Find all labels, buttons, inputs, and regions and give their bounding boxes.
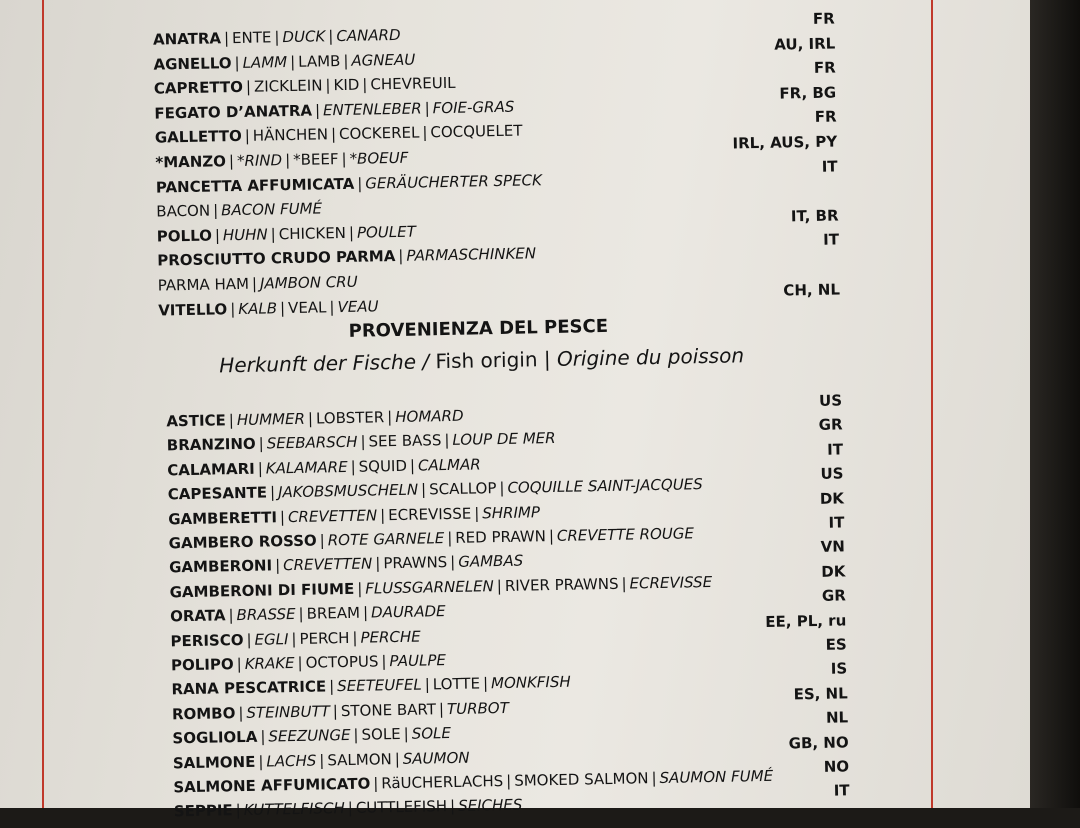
fish-row	[166, 407, 464, 435]
item-translation: ROTE GARNELE	[327, 529, 445, 550]
separator: |	[330, 125, 337, 144]
item-translation: SHRIMP	[482, 502, 541, 522]
item-translation: SOLE	[361, 725, 401, 744]
item-name-it: AGNELLO	[153, 53, 232, 74]
item-translation: RED PRAWN	[455, 527, 547, 547]
separator: |	[257, 459, 263, 478]
item-translation: TURBOT	[446, 698, 509, 718]
item-translation: RäUCHERLACHS	[381, 772, 504, 793]
item-translation: ENTE	[231, 28, 272, 48]
item-translation: *BEEF	[292, 150, 339, 169]
item-name-it: PARMA HAM	[157, 274, 250, 295]
item-translation: LOBSTER	[315, 408, 385, 428]
item-translation: CANARD	[336, 25, 401, 46]
separator: |	[341, 149, 347, 168]
fish-row	[170, 602, 446, 629]
separator: |	[420, 480, 427, 499]
separator: |	[357, 174, 363, 193]
origin-code: NL	[825, 708, 849, 727]
item-translation: CALMAR	[417, 455, 481, 475]
separator: |	[269, 483, 276, 502]
separator: |	[350, 457, 356, 476]
item-translation: LAMB	[297, 51, 341, 71]
origin-code: NO	[823, 757, 850, 776]
origin-code: IT	[822, 230, 840, 250]
origin-code: IT	[828, 513, 845, 532]
separator: |	[357, 579, 363, 598]
item-translation: HOMARD	[395, 406, 464, 427]
separator: |	[212, 201, 219, 220]
separator: |	[214, 226, 221, 245]
item-translation: KALAMARE	[265, 457, 348, 478]
separator: |	[274, 28, 280, 47]
meat-row	[157, 222, 416, 249]
item-translation: LAMM	[242, 52, 288, 72]
origin-code: FR	[812, 9, 835, 28]
item-name-it: BRANZINO	[166, 435, 256, 455]
separator: |	[621, 574, 627, 593]
separator: |	[373, 774, 379, 793]
separator: |	[403, 725, 409, 744]
item-name-it: SALMONE	[172, 752, 256, 772]
origin-code: IRL, AUS, PY	[732, 132, 838, 153]
separator: |	[447, 528, 453, 548]
section-title: PROVENIENZA DEL PESCE	[348, 315, 609, 342]
subtitle-bar: |	[543, 347, 551, 372]
item-translation: CREVETTE ROUGE	[556, 524, 695, 545]
separator: |	[244, 127, 250, 146]
separator: |	[394, 749, 400, 768]
origin-code: DK	[821, 562, 846, 581]
origin-code: IT	[833, 781, 850, 801]
item-name-it: GAMBERONI DI FIUME	[169, 579, 355, 602]
origin-code: DK	[819, 489, 845, 508]
origin-code: FR	[814, 107, 837, 127]
item-translation: LOTTE	[432, 674, 481, 694]
item-translation: ECREVISSE	[387, 504, 472, 524]
item-name-it: ANATRA	[152, 29, 222, 49]
fish-row	[171, 673, 571, 703]
origin-code: GR	[818, 415, 843, 435]
item-translation: COCKEREL	[338, 123, 420, 144]
fish-row	[172, 699, 509, 727]
item-translation: KID	[333, 75, 360, 95]
separator: |	[328, 677, 335, 696]
separator: |	[422, 123, 428, 142]
item-name-it: PROSCIUTTO CRUDO PARMA	[157, 247, 396, 270]
item-name-it: GAMBERETTI	[168, 507, 278, 528]
item-translation: FOIE-GRAS	[432, 97, 515, 118]
origin-code: EE, PL, ru	[765, 610, 847, 631]
item-translation: CHICKEN	[278, 223, 347, 244]
origin-code: IT, BR	[790, 206, 839, 226]
item-translation: SEEBARSCH	[266, 433, 358, 453]
meat-row	[158, 273, 358, 299]
separator: |	[482, 674, 489, 693]
item-translation: COCQUELET	[430, 121, 523, 142]
origin-code: US	[820, 464, 844, 484]
separator: |	[274, 556, 281, 575]
separator: |	[450, 553, 456, 572]
meat-row	[157, 245, 536, 274]
meat-row	[154, 74, 456, 102]
meat-row	[153, 50, 415, 77]
item-translation: MONKFISH	[490, 673, 571, 693]
item-name-it: SEPPIE	[173, 801, 233, 821]
item-translation: FLUSSGARNELEN	[365, 576, 494, 598]
separator: |	[228, 606, 234, 625]
item-name-it: GAMBERO ROSSO	[168, 531, 317, 553]
separator: |	[307, 409, 314, 428]
item-translation: GAMBAS	[458, 551, 524, 572]
item-name-it: VITELLO	[158, 299, 228, 320]
item-translation: CHEVREUIL	[370, 73, 456, 94]
item-translation: BRASSE	[236, 605, 296, 625]
origin-code: AU, IRL	[774, 34, 836, 54]
separator: |	[230, 299, 236, 318]
separator: |	[424, 675, 430, 694]
separator: |	[298, 604, 304, 624]
meat-row	[158, 297, 379, 323]
separator: |	[352, 628, 358, 647]
subtitle-de: Herkunft der Fische	[219, 349, 417, 378]
separator: |	[319, 531, 325, 550]
item-translation: JAKOBSMUSCHELN	[277, 480, 419, 502]
item-name-it: ASTICE	[166, 411, 226, 431]
meat-row	[156, 171, 542, 200]
fish-row	[173, 748, 470, 776]
item-translation: ENTENLEBER	[322, 99, 422, 120]
item-translation: OCTOPUS	[305, 652, 379, 672]
item-name-it: BACON	[156, 201, 211, 221]
separator: |	[347, 799, 354, 818]
item-translation: STONE BART	[340, 700, 437, 720]
subtitle-slash: /	[422, 349, 430, 374]
separator: |	[234, 53, 240, 72]
origin-code: FR, BG	[779, 83, 837, 103]
item-translation: HÄNCHEN	[252, 125, 329, 146]
separator: |	[258, 752, 264, 771]
separator: |	[236, 655, 242, 674]
item-translation: VEAU	[337, 296, 379, 316]
separator: |	[348, 223, 355, 242]
item-translation: GERÄUCHERTER SPECK	[365, 170, 543, 193]
separator: |	[223, 29, 230, 48]
origin-code: VN	[820, 537, 846, 557]
origin-code: GB, NO	[788, 732, 849, 753]
meat-row	[153, 26, 401, 53]
item-name-it: CAPESANTE	[167, 483, 268, 504]
fish-row	[172, 724, 451, 751]
item-translation: CREVETTEN	[287, 505, 378, 526]
item-translation: CREVETTEN	[282, 554, 373, 575]
separator: |	[297, 653, 303, 672]
separator: |	[238, 703, 244, 722]
origin-code: ES	[825, 635, 847, 654]
meat-row	[155, 149, 408, 176]
item-name-it: PERISCO	[170, 630, 244, 650]
item-translation: PAULPE	[389, 651, 447, 671]
separator: |	[381, 652, 387, 671]
item-translation: PARMASCHINKEN	[406, 244, 537, 266]
separator: |	[228, 411, 235, 430]
separator: |	[438, 699, 445, 719]
separator: |	[314, 101, 321, 120]
separator: |	[375, 554, 381, 573]
fish-row	[167, 429, 556, 458]
separator: |	[499, 479, 505, 498]
separator: |	[496, 576, 503, 595]
item-translation: HUHN	[222, 225, 268, 245]
item-translation: ZICKLEIN	[253, 76, 323, 96]
fish-row	[174, 796, 523, 825]
separator: |	[289, 52, 296, 71]
separator: |	[228, 152, 235, 171]
item-translation: SEETEUFEL	[337, 675, 422, 696]
item-translation: POULET	[356, 222, 416, 242]
item-translation: PERCHE	[360, 627, 421, 647]
separator: |	[651, 769, 657, 788]
item-translation: *RIND	[236, 151, 283, 171]
item-name-it: PANCETTA AFFUMICATA	[155, 174, 355, 197]
item-translation: SMOKED SALMON	[514, 769, 649, 790]
item-translation: EGLI	[254, 629, 289, 649]
separator: |	[548, 526, 555, 546]
item-name-it: SOGLIOLA	[172, 727, 258, 748]
item-translation: RIVER PRAWNS	[504, 574, 619, 595]
separator: |	[387, 408, 393, 427]
item-translation: BACON FUMÉ	[220, 199, 323, 220]
separator: |	[246, 630, 252, 649]
origin-code: IT	[821, 157, 838, 176]
separator: |	[506, 771, 512, 790]
item-translation: SEE BASS	[368, 431, 442, 451]
separator: |	[270, 225, 276, 244]
item-translation: KUTTELFISCH	[243, 799, 345, 820]
origin-code: US	[818, 391, 843, 410]
item-translation: VEAL	[287, 297, 327, 317]
item-name-it: GALLETTO	[154, 127, 242, 147]
separator: |	[353, 725, 359, 745]
separator: |	[362, 603, 369, 622]
item-translation: AGNEAU	[351, 50, 416, 70]
separator: |	[235, 801, 241, 820]
item-name-it: RANA PESCATRICE	[171, 677, 327, 699]
separator: |	[379, 505, 386, 524]
item-translation: DUCK	[282, 27, 326, 47]
fish-row	[167, 455, 481, 483]
origin-code: IT	[827, 440, 844, 459]
section-subtitle	[219, 343, 744, 377]
separator: |	[258, 434, 264, 454]
separator: |	[284, 150, 291, 170]
origin-code: FR	[813, 58, 836, 78]
item-translation: *BOEUF	[349, 148, 409, 168]
separator: |	[328, 27, 334, 46]
item-translation: ECREVISSE	[629, 572, 713, 593]
separator: |	[474, 504, 480, 523]
fish-row	[170, 627, 421, 654]
item-name-it: POLLO	[156, 226, 213, 246]
item-translation: STEINBUTT	[246, 702, 331, 722]
item-translation: SEICHES	[457, 796, 523, 816]
item-translation: COQUILLE SAINT-JACQUES	[507, 475, 703, 498]
item-translation: LOUP DE MER	[452, 429, 556, 450]
item-translation: SEEZUNGE	[268, 726, 351, 746]
separator: |	[444, 431, 450, 450]
meat-row	[156, 200, 322, 225]
picture-frame-edge	[1030, 0, 1080, 808]
item-translation: SAUMON FUMÉ	[659, 766, 774, 788]
item-translation: KRAKE	[244, 653, 295, 673]
separator: |	[449, 797, 456, 816]
separator: |	[251, 274, 258, 293]
subtitle-fr: Origine du poisson	[556, 343, 745, 371]
item-name-it: ROMBO	[171, 703, 236, 724]
meat-row	[155, 122, 523, 151]
separator: |	[398, 247, 404, 266]
separator: |	[260, 727, 266, 746]
item-translation: PRAWNS	[383, 553, 448, 573]
item-name-it: GAMBERONI	[168, 556, 273, 577]
separator: |	[409, 456, 416, 475]
separator: |	[362, 75, 368, 94]
item-translation: SQUID	[358, 456, 408, 476]
item-name-it: FEGATO D’ANATRA	[154, 101, 313, 123]
fish-row	[171, 651, 446, 678]
item-translation: KALB	[238, 298, 278, 318]
item-translation: DAURADE	[370, 602, 446, 622]
item-translation: JAMBON CRU	[259, 272, 358, 293]
item-name-it: POLIPO	[170, 655, 234, 675]
item-translation: SCALLOP	[428, 479, 497, 499]
item-name-it: CAPRETTO	[153, 78, 244, 98]
separator: |	[332, 701, 339, 721]
item-translation: CUTTLEFISH	[355, 797, 448, 818]
origin-code: CH, NL	[783, 280, 841, 300]
item-translation: LACHS	[266, 751, 317, 771]
item-translation: PERCH	[299, 628, 350, 648]
meat-origin-list	[0, 0, 1022, 320]
item-name-it: CALAMARI	[167, 459, 255, 480]
item-translation: SAUMON	[402, 748, 470, 768]
separator: |	[279, 298, 286, 317]
item-name-it: ORATA	[169, 606, 226, 626]
separator: |	[343, 51, 349, 70]
separator: |	[279, 507, 286, 526]
origin-code: ES, NL	[793, 684, 848, 704]
separator: |	[360, 432, 366, 452]
item-name-it: SALMONE AFFUMICATO	[173, 774, 371, 797]
separator: |	[319, 751, 325, 770]
separator: |	[291, 629, 297, 648]
separator: |	[245, 77, 252, 97]
separator: |	[325, 76, 331, 95]
separator: |	[329, 297, 335, 316]
item-name-it: *MANZO	[155, 152, 227, 172]
separator: |	[424, 99, 430, 118]
origin-code: GR	[821, 586, 846, 606]
subtitle-en: Fish origin	[435, 347, 538, 374]
item-translation: SOLE	[411, 724, 452, 743]
origin-code: IS	[830, 659, 848, 679]
item-translation: BREAM	[306, 603, 361, 623]
item-translation: SALMON	[327, 749, 392, 769]
item-translation: HUMMER	[236, 409, 306, 430]
